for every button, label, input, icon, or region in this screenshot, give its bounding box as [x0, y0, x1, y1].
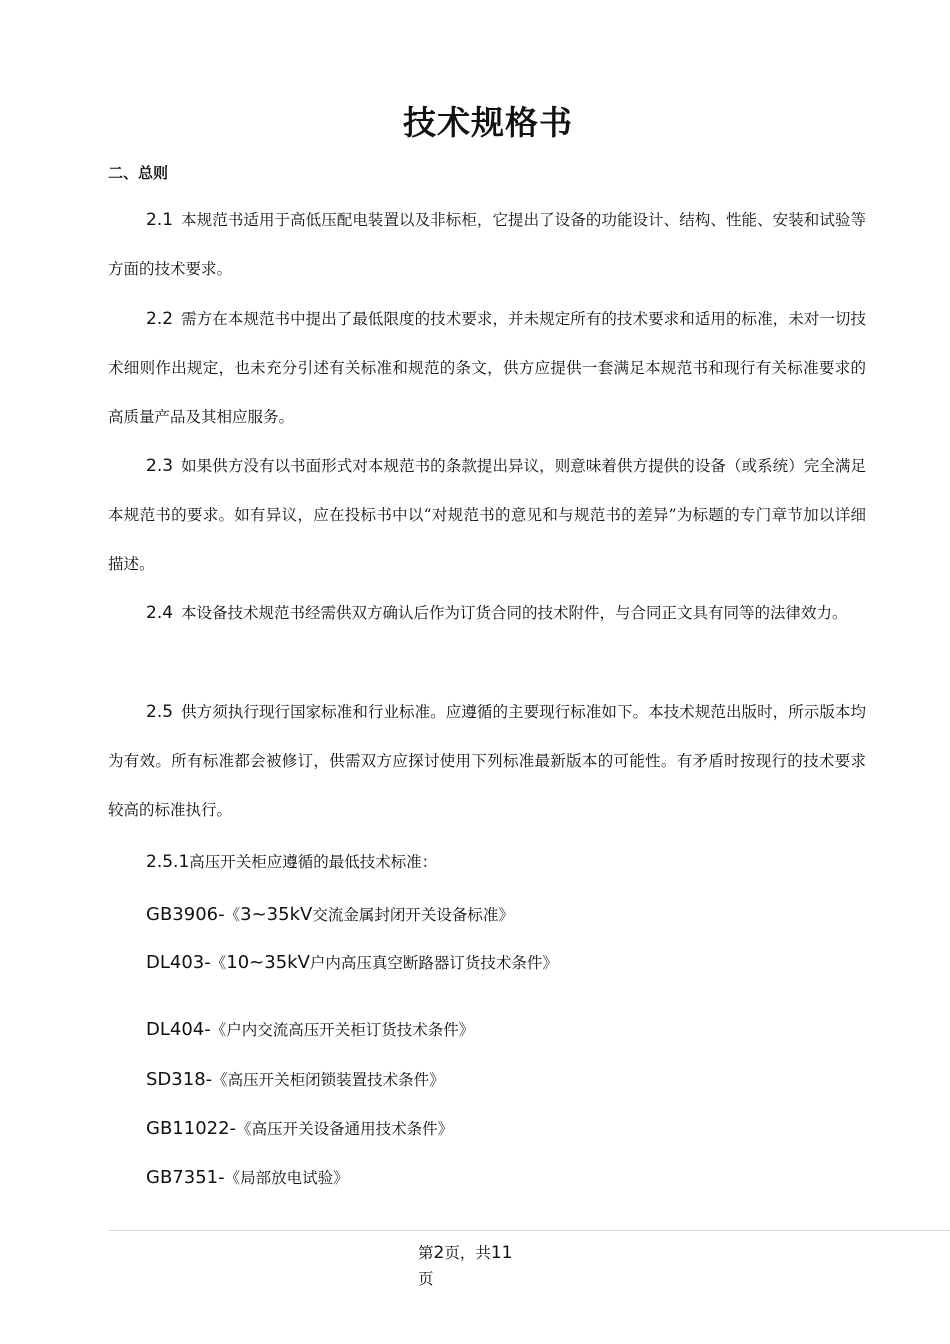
standard-voltage: 10~35kV	[226, 952, 310, 973]
paragraph-2-2	[108, 295, 866, 442]
paragraph-2-4	[108, 589, 866, 638]
standard-bracket: 《	[224, 906, 241, 924]
paragraph-number: 2.1	[146, 210, 174, 230]
paragraph-text: 如果供方没有以书面形式对本规范书的条款提出异议，则意味着供方提供的设备（或系统）完全满足本规范书的要求。如有异议，应在投标书中以“对规范书的意见和与规范书的差异”为标题的专门章节加以详细描述。	[108, 457, 866, 573]
paragraph-text: 供方须执行现行国家标准和行业标准。应遵循的主要现行标准如下。本技术规范出版时，所示版本均为有效。所有标准都会被修订，供需双方应探讨使用下列标准最新版本的可能性。有矛盾时按现行的技术要求较高的标准执行。	[108, 703, 866, 819]
paragraph-number: 2.4	[146, 603, 174, 623]
page-footer	[418, 1240, 548, 1292]
paragraph-2-5	[108, 688, 866, 835]
standard-title: 《高压开关设备通用技术条件》	[236, 1120, 454, 1138]
paragraph-text: 本规范书适用于高低压配电装置以及非标柜，它提出了设备的功能设计、结构、性能、安装和试验等方面的技术要求。	[108, 211, 866, 278]
paragraph-number: 2.5	[146, 702, 174, 722]
standard-bracket: 《	[210, 954, 227, 972]
footer-prefix: 第	[418, 1244, 434, 1262]
standard-title: 户内高压真空断路器订货技术条件》	[309, 954, 558, 972]
standard-item	[146, 1018, 474, 1040]
standard-title: 《高压开关柜闭锁装置技术条件》	[212, 1071, 445, 1089]
standard-title: 《户内交流高压开关柜订货技术条件》	[210, 1021, 475, 1039]
standard-item	[146, 951, 558, 973]
paragraph-number: 2.2	[146, 309, 174, 329]
standard-code: DL403-	[146, 952, 211, 973]
standard-code: SD318-	[146, 1069, 213, 1090]
paragraph-text: 需方在本规范书中提出了最低限度的技术要求，并未规定所有的技术要求和适用的标准，未对一切技术细则作出规定，也未充分引述有关标准和规范的条文，供方应提供一套满足本规范书和现行有关标准要求的高质量产品及其相应服务。	[108, 310, 866, 426]
standard-title: 《局部放电试验》	[224, 1169, 349, 1187]
subsection-number: 2.5.1	[146, 852, 190, 872]
standard-code: DL404-	[146, 1019, 211, 1040]
footer-middle: 页，共	[444, 1244, 491, 1262]
standard-code: GB11022-	[146, 1118, 237, 1139]
standard-item	[146, 1068, 445, 1090]
paragraph-text: 本设备技术规范书经需供双方确认后作为订货合同的技术附件，与合同正文具有同等的法律效力。	[181, 604, 848, 622]
paragraph-2-3	[108, 442, 866, 589]
section-heading: 二、总则	[108, 164, 169, 182]
standard-item	[146, 1166, 349, 1188]
standard-title: 交流金属封闭开关设备标准》	[312, 906, 514, 924]
standard-code: GB3906-	[146, 904, 225, 925]
footer-divider	[108, 1230, 950, 1231]
standard-item	[146, 1117, 453, 1139]
standard-item	[146, 903, 514, 925]
standard-voltage: 3~35kV	[240, 904, 313, 925]
document-title: 技术规格书	[403, 103, 573, 142]
standard-code: GB7351-	[146, 1167, 225, 1188]
paragraph-2-1	[108, 196, 866, 294]
total-page-count: 11	[490, 1243, 513, 1263]
subsection-text: 高压开关柜应遵循的最低技术标准：	[189, 853, 438, 871]
current-page-number: 2	[433, 1243, 445, 1263]
paragraph-number: 2.3	[146, 456, 174, 476]
footer-suffix: 页	[418, 1270, 434, 1288]
subsection-2-5-1	[146, 850, 437, 872]
